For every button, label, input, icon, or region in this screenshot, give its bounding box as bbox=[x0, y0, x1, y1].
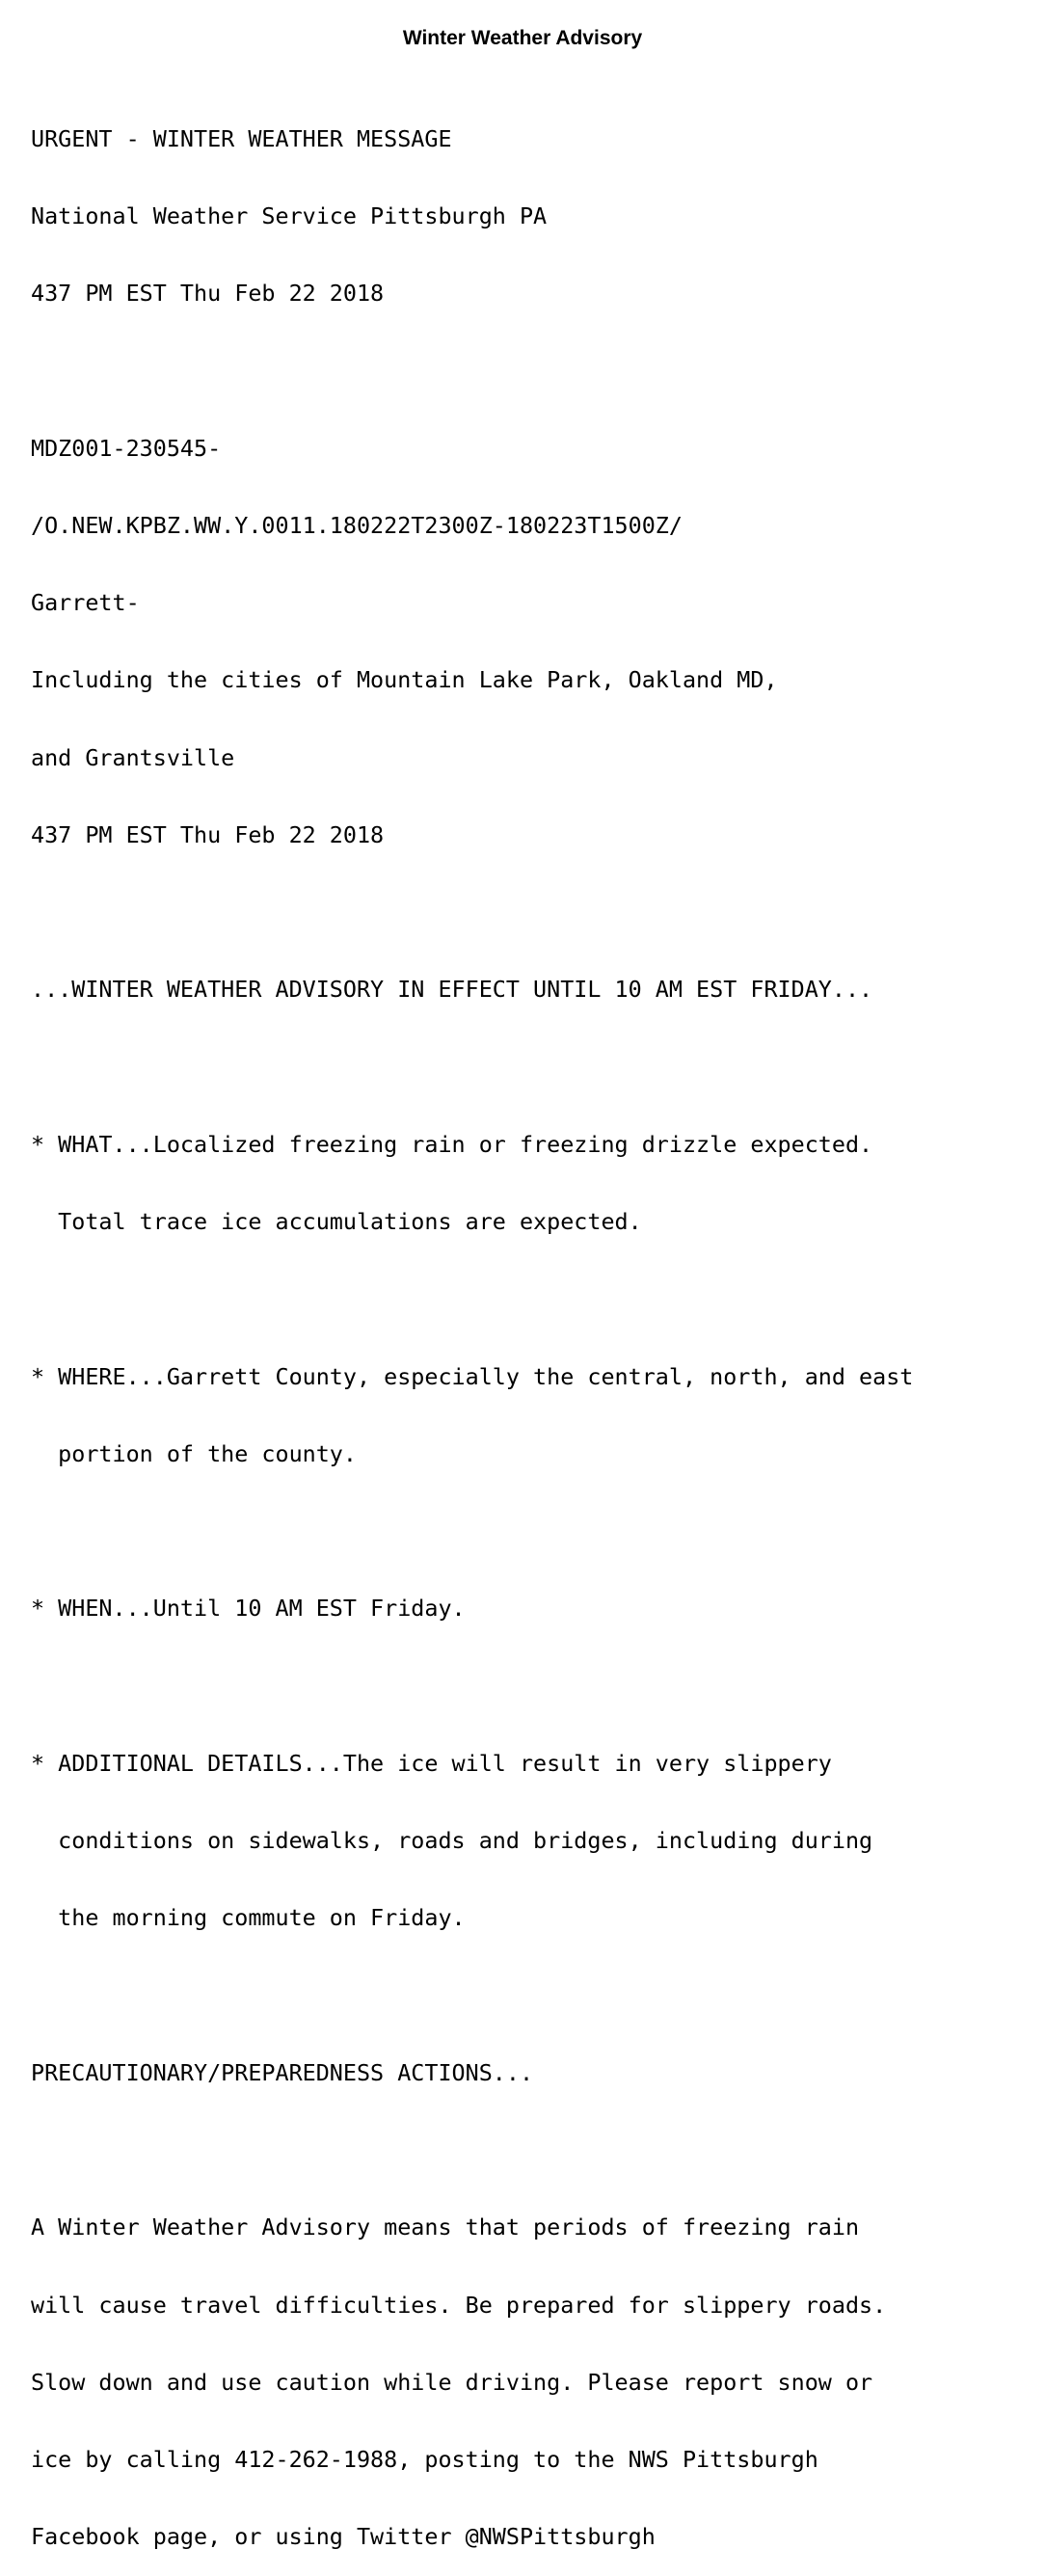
bulletin-line-blank bbox=[31, 1983, 913, 2009]
bulletin-line-actions-heading: PRECAUTIONARY/PREPAREDNESS ACTIONS... bbox=[31, 2058, 534, 2086]
bulletin-line-blank bbox=[31, 1286, 913, 1312]
bulletin-line-headline: ...WINTER WEATHER ADVISORY IN EFFECT UNTIL 10 AM EST FRIDAY... bbox=[31, 976, 873, 1004]
bulletin-line-urgency: URGENT - WINTER WEATHER MESSAGE bbox=[31, 124, 452, 152]
bulletin-line-actions: A Winter Weather Advisory means that periods of freezing rain bbox=[31, 2214, 860, 2241]
bulletin-line-vtec-code: /O.NEW.KPBZ.WW.Y.0011.180222T2300Z-180223T1500Z/ bbox=[31, 511, 683, 539]
bulletin-line-where-cont: portion of the county. bbox=[31, 1439, 357, 1467]
bulletin-line-what: * WHAT...Localized freezing rain or freezing drizzle expected. bbox=[31, 1130, 873, 1158]
bulletin-line-zone-code: MDZ001-230545- bbox=[31, 434, 222, 462]
bulletin-line-issue-time-2: 437 PM EST Thu Feb 22 2018 bbox=[31, 820, 385, 848]
bulletin-line-county: Garrett- bbox=[31, 589, 140, 616]
bulletin-line-issue-time: 437 PM EST Thu Feb 22 2018 bbox=[31, 280, 385, 307]
bulletin-line-blank bbox=[31, 1674, 913, 1700]
bulletin-line-cities: Including the cities of Mountain Lake Park, Oakland MD, bbox=[31, 666, 778, 694]
bulletin-line-details-cont: conditions on sidewalks, roads and bridges, including during bbox=[31, 1827, 873, 1854]
bulletin-line-what-cont: Total trace ice accumulations are expected. bbox=[31, 1208, 642, 1235]
bulletin-line-actions-cont: ice by calling 412-262-1988, posting to the NWS Pittsburgh bbox=[31, 2446, 818, 2473]
bulletin-line-issuer: National Weather Service Pittsburgh PA bbox=[31, 201, 548, 229]
bulletin-line-actions-cont: will cause travel difficulties. Be prepared for slippery roads. bbox=[31, 2291, 887, 2319]
bulletin-line-blank bbox=[31, 358, 913, 384]
page-title: Winter Weather Advisory bbox=[402, 27, 643, 49]
bulletin-line-blank bbox=[31, 1055, 913, 1081]
bulletin-line-details: * ADDITIONAL DETAILS...The ice will result in very slippery bbox=[31, 1749, 832, 1777]
bulletin-line-cities-cont: and Grantsville bbox=[31, 743, 235, 771]
bulletin-line-when: * WHEN...Until 10 AM EST Friday. bbox=[31, 1595, 466, 1623]
bulletin-line-actions-cont: Facebook page, or using Twitter @NWSPittsburgh bbox=[31, 2523, 656, 2551]
bulletin-line-blank bbox=[31, 2137, 913, 2163]
bulletin-line-blank bbox=[31, 899, 913, 926]
advisory-bulletin-text bbox=[31, 74, 913, 2576]
bulletin-line-where: * WHERE...Garrett County, especially the central, north, and east bbox=[31, 1362, 914, 1390]
bulletin-line-actions-cont: Slow down and use caution while driving. Please report snow or bbox=[31, 2368, 873, 2396]
bulletin-line-blank bbox=[31, 1518, 913, 1544]
bulletin-line-details-cont: the morning commute on Friday. bbox=[31, 1904, 466, 1932]
